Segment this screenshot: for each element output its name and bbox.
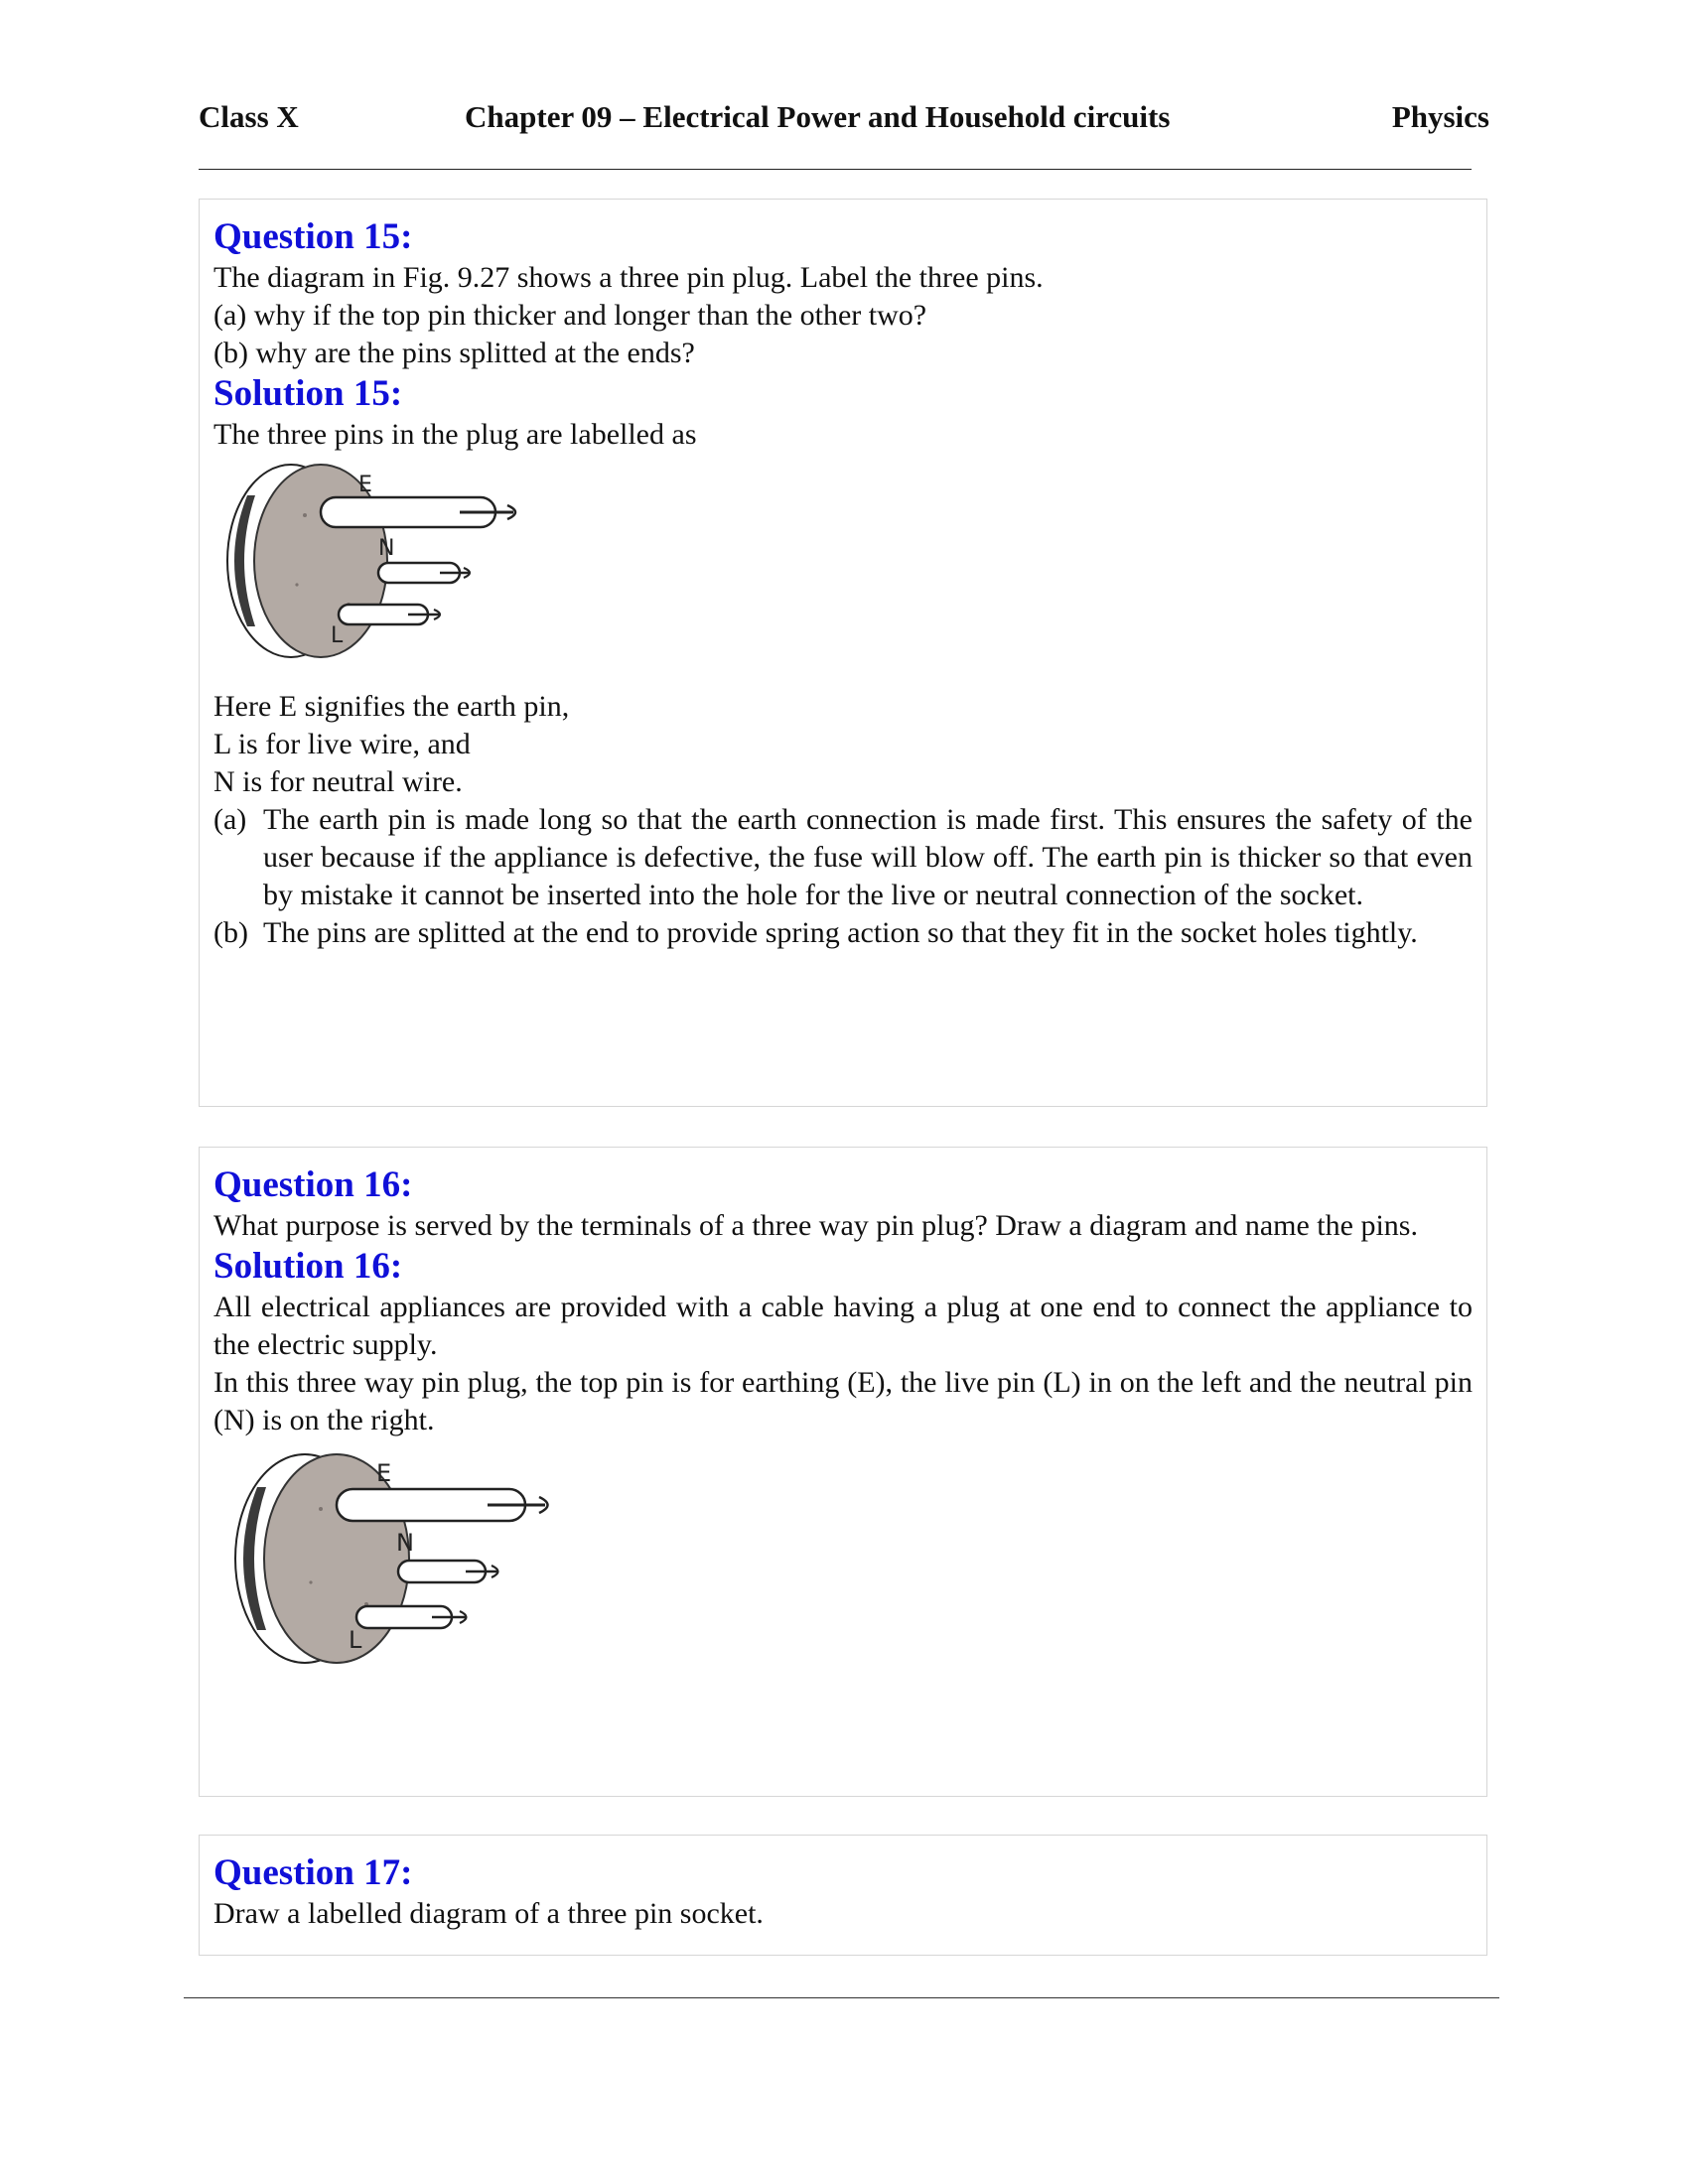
solution-15-heading: Solution 15: <box>213 373 403 414</box>
question-17-heading: Question 17: <box>213 1852 413 1893</box>
question-16-box <box>199 1147 1487 1797</box>
label-earth: E <box>358 473 372 497</box>
question-15-line: (a) why if the top pin thicker and longer than the other two? <box>213 299 927 332</box>
class-label: Class X <box>199 99 299 134</box>
footer-divider <box>184 1997 1499 1998</box>
answer-b <box>213 914 1473 952</box>
question-17-box <box>199 1835 1487 1956</box>
question-16-text: What purpose is served by the terminals of a three way pin plug? Draw a diagram and name the pins. <box>213 1209 1418 1242</box>
label-live: L <box>349 1626 362 1654</box>
three-pin-plug-diagram <box>210 456 547 664</box>
note-line: Here E signifies the earth pin, <box>213 690 570 723</box>
page-header <box>199 99 1489 135</box>
header-divider <box>199 169 1472 170</box>
solution-16-paragraph: In this three way pin plug, the top pin is for earthing (E), the live pin (L) in on the left and the neutral pin (N) is on the right. <box>213 1366 1473 1436</box>
answer-marker: (a) <box>213 803 247 836</box>
label-neutral: N <box>378 536 395 561</box>
solution-16-heading: Solution 16: <box>213 1246 403 1287</box>
label-earth: E <box>376 1459 392 1487</box>
question-17-text: Draw a labelled diagram of a three pin socket. <box>213 1897 764 1930</box>
answer-text: The earth pin is made long so that the earth connection is made first. This ensures the safety of the user because if the appliance is defective, the fuse will blow off. The earth pin is thicker so that even by mistake it cannot be inserted into the hole for the live or neutral connection of the socket. <box>263 803 1473 911</box>
answer-text: The pins are splitted at the end to provide spring action so that they fit in the socket holes tightly. <box>263 916 1418 949</box>
chapter-title: Chapter 09 – Electrical Power and Household circuits <box>465 99 1171 134</box>
answer-marker: (b) <box>213 916 248 949</box>
label-live: L <box>331 623 344 648</box>
note-line: L is for live wire, and <box>213 728 471 760</box>
solution-16-paragraph: All electrical appliances are provided with a cable having a plug at one end to connect the appliance to the electric supply. <box>213 1291 1473 1361</box>
note-line: N is for neutral wire. <box>213 765 463 798</box>
label-neutral: N <box>396 1529 414 1557</box>
question-15-box <box>199 199 1487 1107</box>
question-16-heading: Question 16: <box>213 1164 413 1205</box>
solution-15-intro: The three pins in the plug are labelled as <box>213 418 697 451</box>
answer-a <box>213 801 1473 914</box>
question-15-line: (b) why are the pins splitted at the ends? <box>213 337 695 369</box>
subject-label: Physics <box>1391 99 1489 134</box>
three-pin-plug-diagram <box>217 1443 585 1672</box>
question-15-heading: Question 15: <box>213 216 413 257</box>
question-15-line: The diagram in Fig. 9.27 shows a three pin plug. Label the three pins. <box>213 261 1044 294</box>
